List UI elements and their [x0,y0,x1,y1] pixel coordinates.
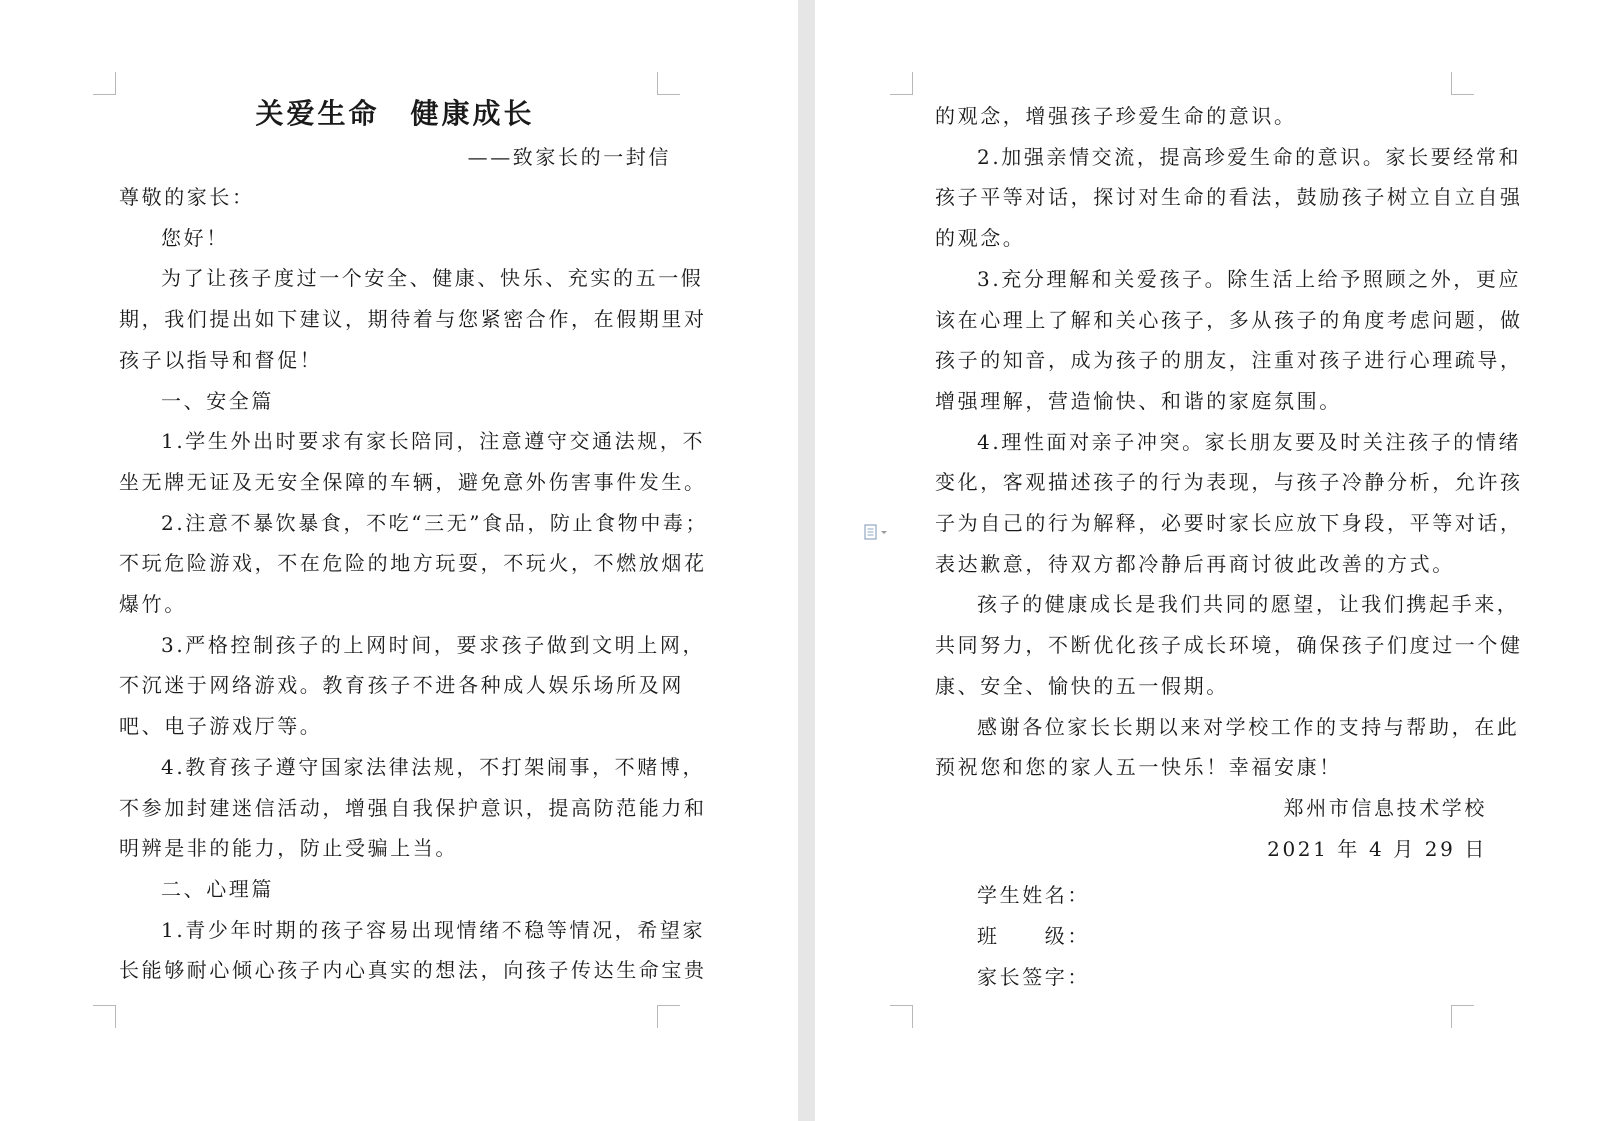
margin-corner-mark [890,72,913,95]
text-line: 孩子平等对话，探讨对生命的看法，鼓励孩子树立自立自强 [935,185,1523,210]
text-line: 孩子的知音，成为孩子的朋友，注重对孩子进行心理疏导， [935,348,1523,373]
document-subtitle: ——致家长的一封信 [467,145,671,169]
text-line: 的观念。 [935,226,1026,251]
text-line: 预祝您和您的家人五一快乐！幸福安康！ [935,755,1342,780]
text-line: 4.理性面对亲子冲突。家长朋友要及时关注孩子的情绪 [977,429,1522,454]
document-title: 关爱生命 健康成长 [255,97,535,130]
text-line: 2.加强亲情交流，提高珍爱生命的意识。家长要经常和 [977,144,1522,169]
text-line: 不玩危险游戏，不在危险的地方玩耍，不玩火，不燃放烟花 [119,551,707,576]
text-line: 2.注意不暴饮暴食，不吃“三无”食品，防止食物中毒； [161,510,709,535]
text-line: 变化，客观描述孩子的行为表现，与孩子冷静分析，允许孩 [935,470,1523,495]
margin-corner-mark [657,1005,680,1028]
text-line: 增强理解，营造愉快、和谐的家庭氛围。 [935,388,1342,413]
text-line: 不沉迷于网络游戏。教育孩子不进各种成人娱乐场所及网 [119,673,684,698]
text-line: 您好！ [161,225,229,250]
text-line: 坐无牌无证及无安全保障的车辆，避免意外伤害事件发生。 [119,469,707,494]
text-line: 尊敬的家长： [119,185,255,209]
text-line: 孩子的健康成长是我们共同的愿望，让我们携起手来， [977,592,1520,617]
text-line: 长能够耐心倾心孩子内心真实的想法，向孩子传达生命宝贵 [119,958,707,983]
text-line: 明辨是非的能力，防止受骗上当。 [119,836,458,861]
text-line: 爆竹。 [119,592,187,616]
text-line: 3.严格控制孩子的上网时间，要求孩子做到文明上网， [161,632,706,657]
text-line: 孩子以指导和督促！ [119,347,323,372]
text-line: 1.青少年时期的孩子容易出现情绪不稳等情况，希望家 [161,917,706,942]
text-line: 康、安全、愉快的五一假期。 [935,673,1229,698]
parent-signature-field: 家长签字： [977,965,1090,989]
document-paste-options-icon[interactable] [864,524,894,540]
text-line: 该在心理上了解和关心孩子，多从孩子的角度考虑问题，做 [935,307,1523,332]
text-line: 3.充分理解和关爱孩子。除生活上给予照顾之外，更应 [977,266,1522,291]
page-gutter [798,0,815,1121]
text-line: 子为自己的行为解释，必要时家长应放下身段，平等对话， [935,511,1523,535]
text-line: 二、心理篇 [161,876,274,901]
document-page-left [0,0,798,1121]
text-line: 4.教育孩子遵守国家法律法规，不打架闹事，不赌博， [161,754,706,779]
text-line: 表达歉意，待双方都冷静后再商讨彼此改善的方式。 [935,551,1455,576]
text-line: 郑州市信息技术学校 [1283,795,1487,820]
text-line: 2021 年 4 月 29 日 [1267,836,1487,861]
margin-corner-mark [1451,1005,1474,1028]
margin-corner-mark [890,1005,913,1028]
text-line: 期，我们提出如下建议，期待着与您紧密合作，在假期里对 [119,307,707,332]
text-line: 为了让孩子度过一个安全、健康、快乐、充实的五一假 [161,266,704,291]
student-name-field: 学生姓名： [977,883,1090,907]
text-line: 感谢各位家长长期以来对学校工作的支持与帮助，在此 [977,714,1520,739]
class-field: 班 级： [977,924,1090,948]
text-line: 的观念，增强孩子珍爱生命的意识。 [935,104,1297,128]
document-page-right [815,0,1604,1121]
margin-corner-mark [1451,72,1474,95]
text-line: 共同努力，不断优化孩子成长环境，确保孩子们度过一个健 [935,633,1523,658]
text-line: 吧、电子游戏厅等。 [119,714,323,739]
margin-corner-mark [93,1005,116,1028]
text-line: 不参加封建迷信活动，增强自我保护意识，提高防范能力和 [119,795,707,820]
text-line: 1.学生外出时要求有家长陪同，注意遵守交通法规，不 [161,429,706,454]
text-line: 一、安全篇 [161,388,274,413]
margin-corner-mark [93,72,116,95]
